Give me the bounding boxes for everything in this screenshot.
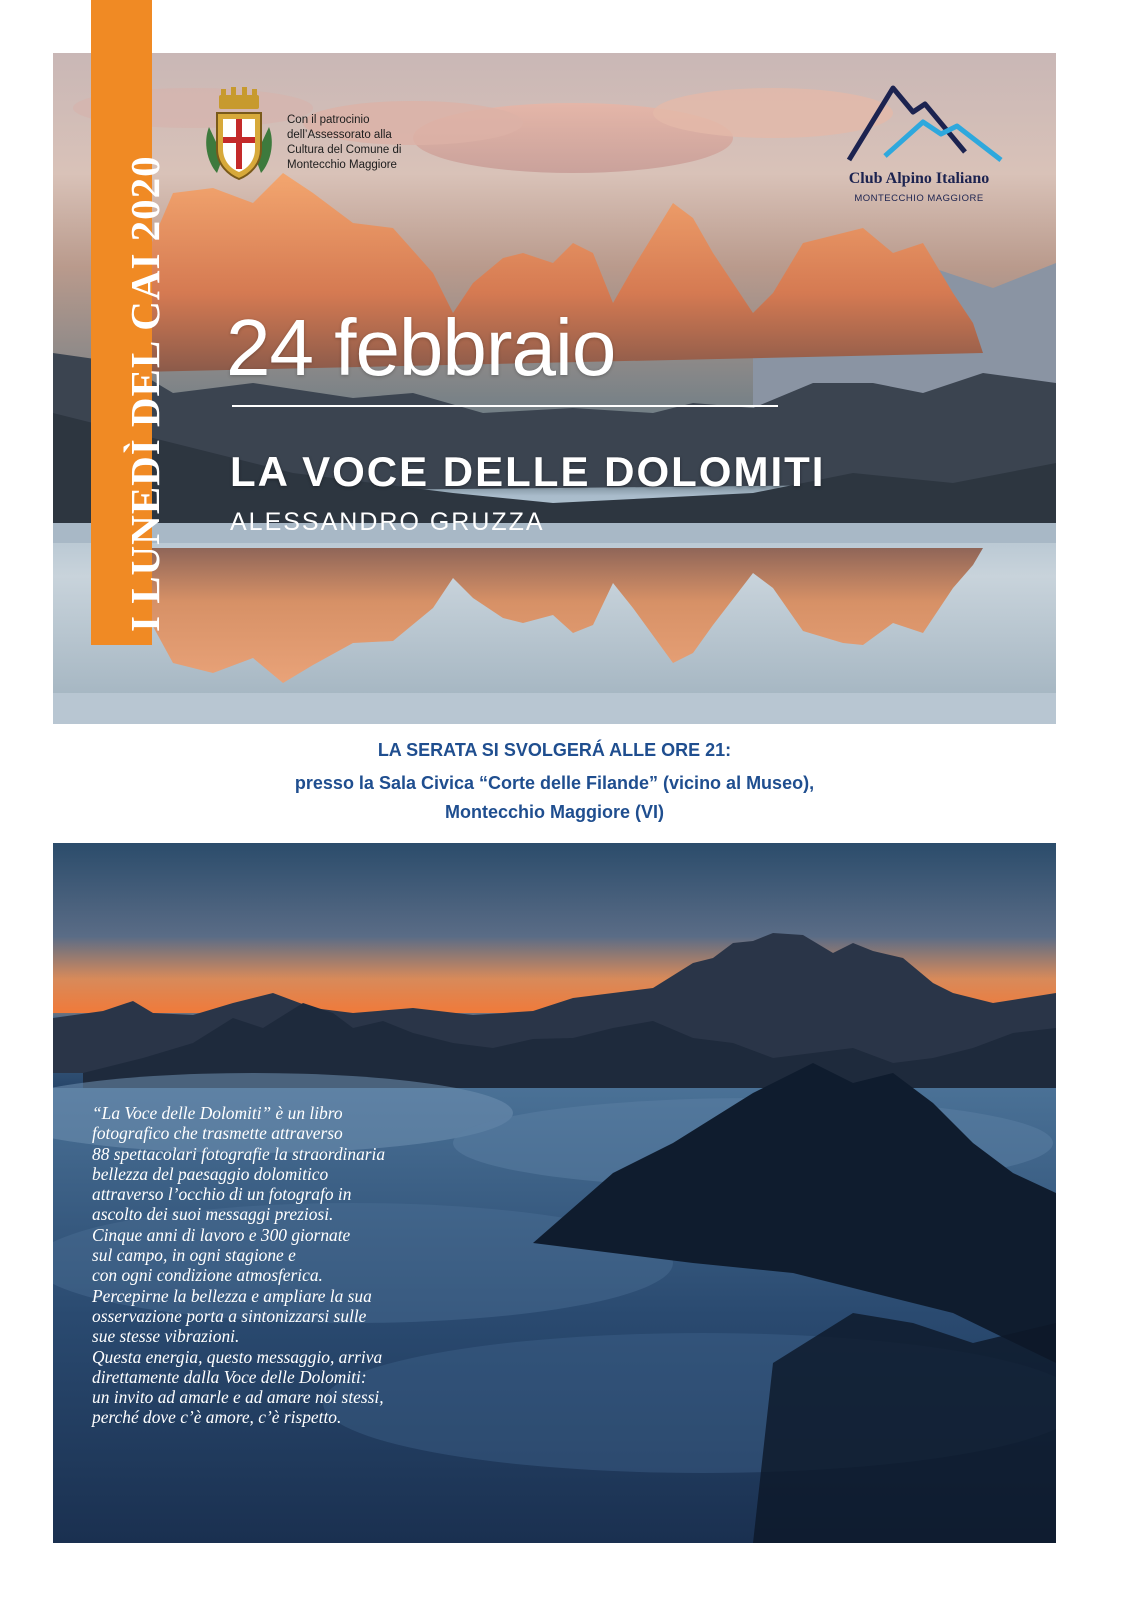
series-title: I LUNEDÌ DEL CAI 2020 [122, 155, 168, 632]
club-section: MONTECCHIO MAGGIORE [854, 193, 984, 204]
patronage-text [287, 113, 437, 173]
description-line: un invito ad amarle e ad amare noi stessi, [92, 1387, 384, 1408]
event-venue: presso la Sala Civica “Corte delle Filande” (vicino al Museo), [294, 773, 815, 793]
description-line: osservazione porta a sintonizzarsi sulle [92, 1305, 367, 1326]
description-line: sue stesse vibrazioni. [92, 1326, 240, 1347]
patronage-line: dell’Assessorato alla [287, 129, 392, 141]
cai-mountain-logo-icon [845, 82, 1005, 172]
description-line: “La Voce delle Dolomiti” è un libro [92, 1103, 343, 1123]
description-line: direttamente dalla Voce delle Dolomiti: [92, 1366, 367, 1387]
description-line: perché dove c’è amore, c’è rispetto. [92, 1407, 342, 1428]
date-divider [232, 405, 778, 407]
event-time: LA SERATA SI SVOLGERÁ ALLE ORE 21: [377, 740, 732, 760]
event-town: Montecchio Maggiore (VI) [444, 802, 664, 822]
description-line: Percepirne la bellezza e ampliare la sua [92, 1285, 372, 1306]
description-line: Cinque anni di lavoro e 300 giornate [92, 1224, 351, 1245]
description-line: con ogni condizione atmosferica. [92, 1265, 323, 1286]
event-author: ALESSANDRO GRUZZA [230, 508, 545, 536]
description-line: 88 spettacolari fotografie la straordinaria [92, 1143, 386, 1164]
description-line: ascolto dei suoi messaggi preziosi. [92, 1204, 334, 1225]
municipal-crest-icon [203, 87, 275, 185]
description-line: fotografico che trasmette attraverso [92, 1123, 343, 1144]
club-name: Club Alpino Italiano [848, 170, 990, 187]
patronage-line: Con il patrocinio [287, 114, 370, 126]
description-line: Questa energia, questo messaggio, arriva [92, 1346, 383, 1367]
description-line: bellezza del paesaggio dolomitico [92, 1163, 329, 1184]
patronage-line: Montecchio Maggiore [287, 159, 397, 171]
event-date: 24 febbraio [226, 303, 616, 392]
event-description [92, 1103, 512, 1428]
description-line: attraverso l’occhio di un fotografo in [92, 1184, 352, 1205]
description-line: sul campo, in ogni stagione e [92, 1245, 296, 1266]
patronage-line: Cultura del Comune di [287, 144, 402, 156]
event-title: LA VOCE DELLE DOLOMITI [230, 448, 826, 495]
